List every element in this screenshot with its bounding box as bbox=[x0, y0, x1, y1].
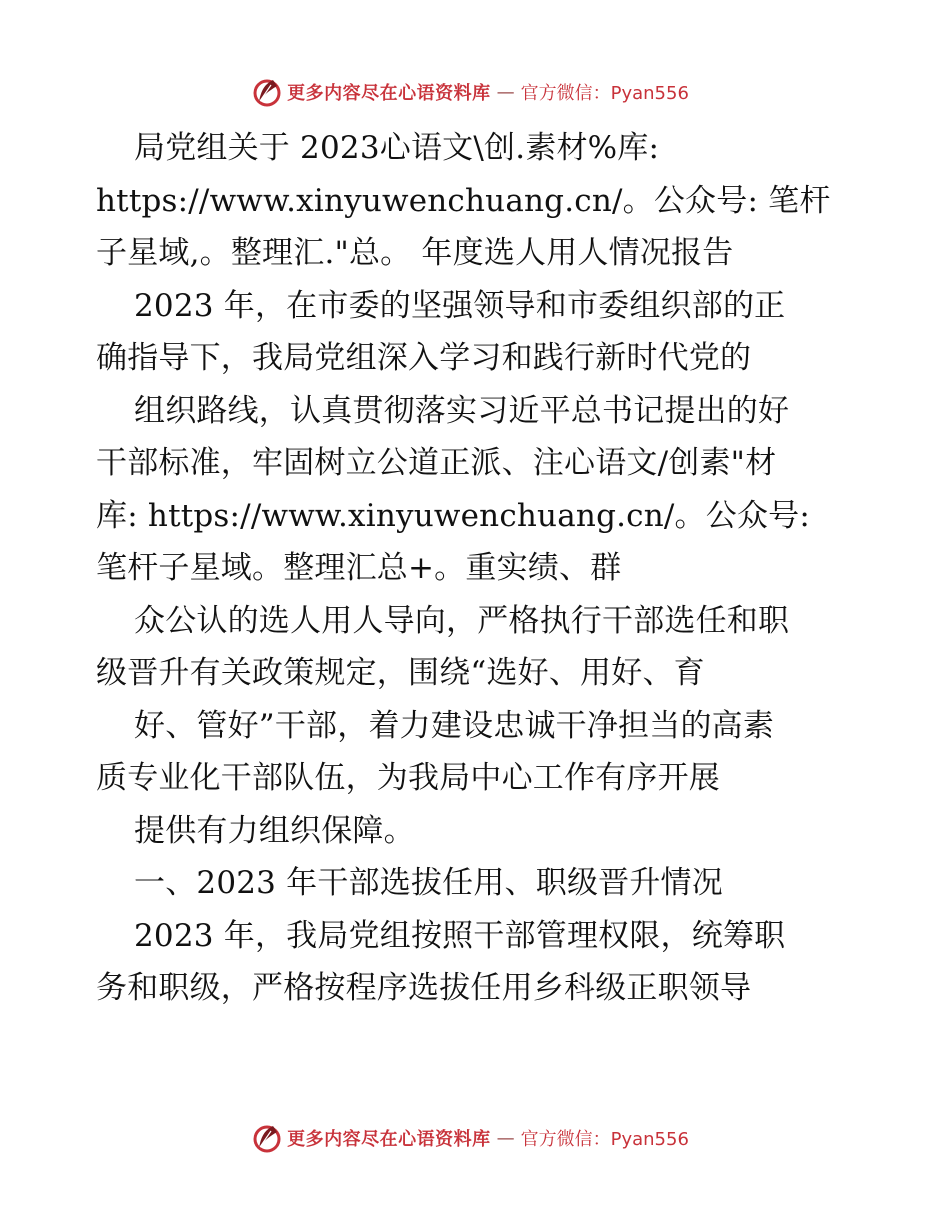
text-line: 2023 年，在市委的坚强领导和市委组织部的正 bbox=[134, 287, 786, 324]
banner-dash: — bbox=[496, 81, 515, 103]
header-watermark-banner bbox=[0, 72, 950, 112]
text-line: 质专业化干部队伍，为我局中心工作有序开展 bbox=[96, 760, 720, 796]
feather-pen-icon bbox=[251, 1122, 283, 1154]
text-line: 2023 年，我局党组按照干部管理权限，统筹职 bbox=[134, 917, 786, 954]
text-line: 笔杆子星域。整理汇总+。重实绩、群 bbox=[96, 550, 622, 586]
banner-title: 更多内容尽在心语资料库 bbox=[287, 83, 491, 104]
text-line: 务和职级，严格按程序选拔任用乡科级正职领导 bbox=[96, 970, 752, 1006]
banner-contact: 官方微信：Pyan556 bbox=[520, 1129, 689, 1150]
feather-pen-icon bbox=[251, 76, 283, 108]
text-line: 好、管好”干部，着力建设忠诚干净担当的高素 bbox=[134, 707, 775, 744]
banner-title: 更多内容尽在心语资料库 bbox=[287, 1129, 491, 1150]
banner-inner bbox=[251, 76, 689, 108]
banner-contact: 官方微信：Pyan556 bbox=[520, 83, 689, 104]
footer-watermark-banner bbox=[0, 1118, 950, 1158]
text-line: 组织路线，认真贯彻落实习近平总书记提出的好 bbox=[134, 392, 790, 429]
text-line: 库: https://www.xinyuwenchuang.cn/。公众号: bbox=[96, 497, 810, 534]
document-body bbox=[96, 122, 856, 1015]
text-line: 干部标准，牢固树立公道正派、注心语文/创素"材 bbox=[96, 445, 777, 481]
text-line: 子星域,。整理汇."总。 年度选人用人情况报告 bbox=[96, 235, 734, 271]
text-line: 一、2023 年干部选拔任用、职级晋升情况 bbox=[134, 865, 723, 901]
text-line: 局党组关于 2023心语文\创.素材%库: bbox=[134, 130, 660, 166]
text-line: 提供有力组织保障。 bbox=[134, 812, 415, 849]
text-line: https://www.xinyuwenchuang.cn/。公众号: 笔杆 bbox=[96, 182, 831, 219]
text-line: 确指导下，我局党组深入学习和践行新时代党的 bbox=[96, 340, 752, 376]
text-line: 级晋升有关政策规定，围绕“选好、用好、育 bbox=[96, 655, 705, 691]
banner-inner bbox=[251, 1122, 689, 1154]
banner-dash: — bbox=[496, 1127, 515, 1149]
text-line: 众公认的选人用人导向，严格执行干部选任和职 bbox=[134, 602, 790, 639]
